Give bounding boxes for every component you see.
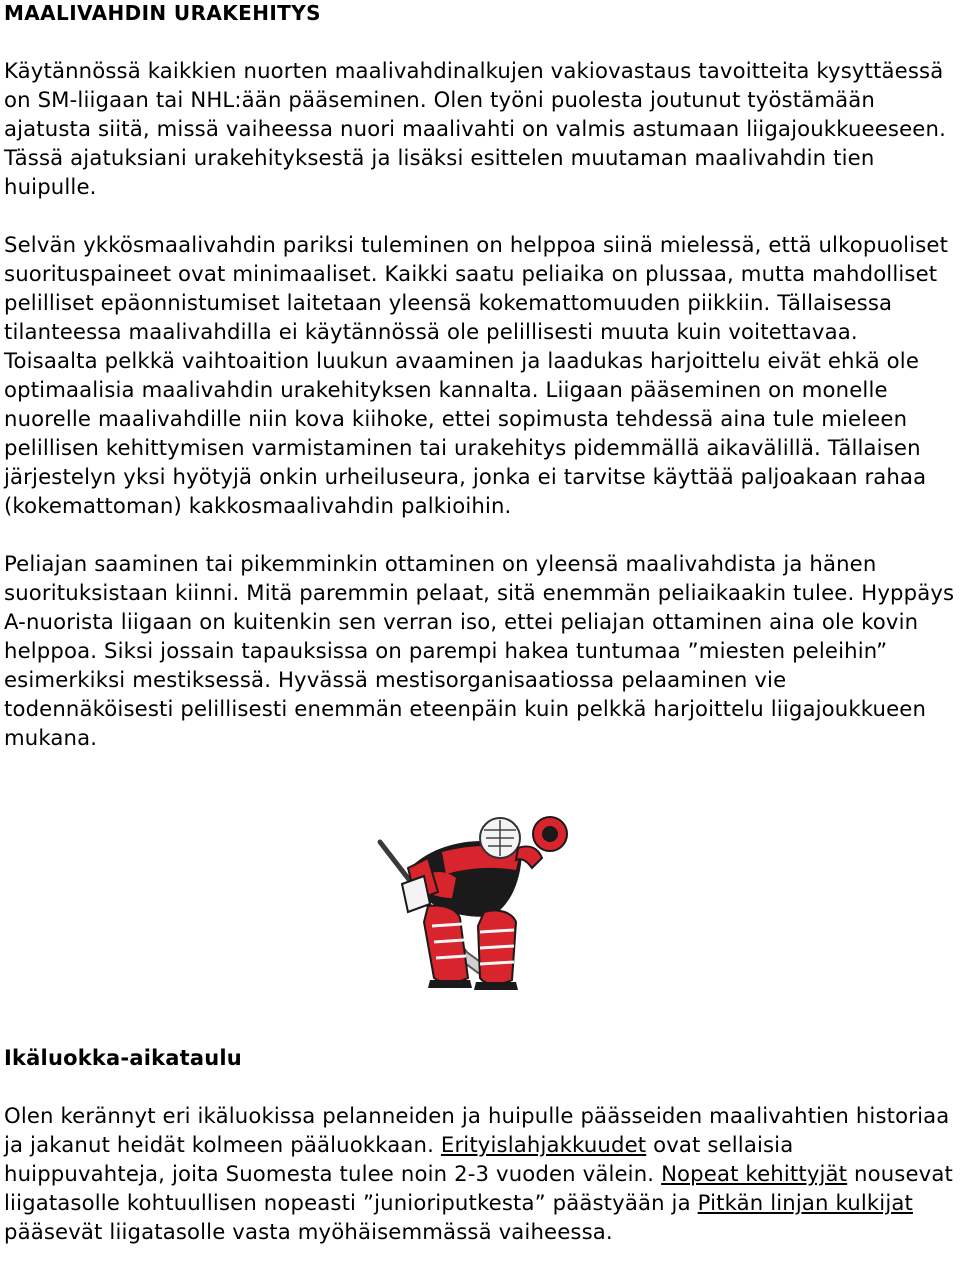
document-page <box>4 0 956 1244</box>
link-erityislahjakkuudet[interactable]: Erityislahjakkuudet <box>440 1132 647 1157</box>
paragraph-text: nousevat liigatasolle kohtuullisen nopeasti ”junioriputkesta” päästyään ja <box>4 1161 953 1215</box>
page-title: MAALIVAHDIN URAKEHITYS <box>4 1 321 25</box>
section-heading: Ikäluokka-aikataulu <box>4 1046 242 1070</box>
paragraph-backup-goalie: Selvän ykkösmaalivahdin pariksi tuleminen on helppoa siinä mielessä, että ulkopuoliset suorituspaineet ovat minimaaliset. Kaikki saatu peliaika on plussaa, mutta mahdolliset pelilliset epäonnistumiset laitetaan yleensä kokemattomuuden piikkiin. Tällaisessa tilanteessa maalivahdilla ei käytännössä ole pelillisesti muuta kuin voitettavaa. Toisaalta pelkkä vaihtoaition luukun avaaminen ja laadukas harjoittelu eivät ehkä ole optimaalisia maalivahdin urakehityksen kannalta. Liigaan pääseminen on monelle nuorelle maalivahdille niin kova kiihoke, ettei sopimusta tehdessä aina tule mieleen pelillisen kehittymisen varmistaminen tai urakehitys pidemmällä aikavälillä. Tällaisen järjestelyn yksi hyötyjä onkin urheiluseura, jonka ei tarvitse käyttää paljoakaan rahaa (kokemattoman) kakkosmaalivahdin palkioihin. <box>4 232 949 518</box>
link-nopeat-kehittyjat[interactable]: Nopeat kehittyjät <box>661 1161 848 1186</box>
paragraph-text: ovat sellaisia huippuvahteja, joita Suomesta tulee noin 2-3 vuoden välein. <box>4 1132 794 1186</box>
link-pitkan-linjan-kulkijat[interactable]: Pitkän linjan kulkijat <box>697 1190 913 1215</box>
paragraph-text: pääsevät liigatasolle vasta myöhäisemmässä vaiheessa. <box>4 1219 613 1244</box>
paragraph-text: Olen kerännyt eri ikäluokissa pelanneiden ja huipulle päässeiden maalivahtien historiaa ja jakanut heidät kolmeen pääluokkaan. <box>4 1103 950 1157</box>
paragraph-intro: Käytännössä kaikkien nuorten maalivahdinalkujen vakiovastaus tavoitteita kysyttäessä on SM-liigaan tai NHL:ään pääseminen. Olen työni puolesta joutunut työstämään ajatusta siitä, missä vaiheessa nuori maalivahti on valmis astumaan liigajoukkueeseen. Tässä ajatuksiani urakehityksestä ja lisäksi esittelen muutaman maalivahdin tien huipulle. <box>4 58 946 199</box>
paragraph-playing-time: Peliajan saaminen tai pikemminkin ottaminen on yleensä maalivahdista ja hänen suorituksistaan kiinni. Mitä paremmin pelaat, sitä enemmän peliaikaakin tulee. Hyppäys A-nuorista liigaan on kuitenkin sen verran iso, ettei peliajan ottaminen aina ole kovin helppoa. Siksi jossain tapauksissa on parempi hakea tuntumaa ”miesten peleihin” esimerkiksi mestiksessä. Hyvässä mestisorganisaatiossa pelaaminen vie todennäköisesti pelillisesti enemmän eteenpäin kuin pelkkä harjoittelu liigajoukkueen mukana. <box>4 551 955 750</box>
hockey-goalie-illustration <box>372 808 604 996</box>
paragraph-age-schedule <box>4 1101 956 1246</box>
